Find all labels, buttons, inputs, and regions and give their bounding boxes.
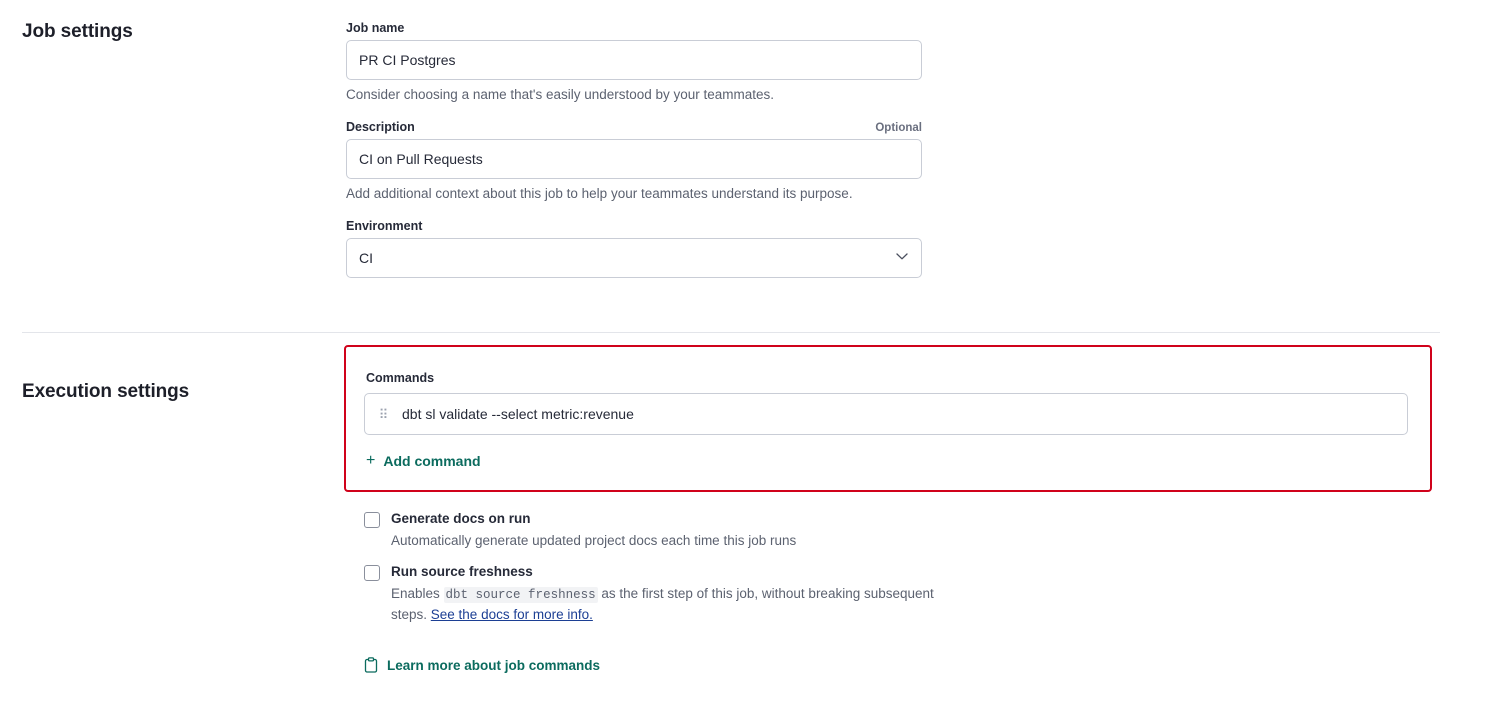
execution-checkbox-list xyxy=(346,510,1495,625)
environment-label-row xyxy=(346,219,922,233)
job-settings-heading: Job settings xyxy=(22,21,133,42)
run-source-freshness-content xyxy=(391,563,951,625)
learn-more-label: Learn more about job commands xyxy=(387,657,601,673)
generate-docs-on-run-checkbox[interactable] xyxy=(364,512,380,528)
job-settings-section xyxy=(0,0,1495,296)
job-name-label: Job name xyxy=(346,21,405,35)
plus-icon: + xyxy=(366,452,376,469)
generate-docs-on-run-label: Generate docs on run xyxy=(391,511,531,526)
job-name-label-row xyxy=(346,21,922,35)
job-name-helper: Consider choosing a name that's easily understood by your teammates. xyxy=(346,87,775,102)
clipboard-icon xyxy=(364,657,378,673)
commands-label: Commands xyxy=(366,371,435,385)
job-name-field xyxy=(346,21,922,102)
freshness-docs-link[interactable]: See the docs for more info. xyxy=(430,607,593,622)
description-optional-tag: Optional xyxy=(875,122,922,134)
freshness-desc-after: as the first step of this job, without breaking subsequent steps. xyxy=(391,586,934,622)
section-divider xyxy=(22,332,1440,333)
environment-field xyxy=(346,219,922,278)
generate-docs-on-run-row[interactable] xyxy=(364,510,1495,551)
learn-more-about-job-commands-link[interactable] xyxy=(364,657,600,673)
drag-handle-icon[interactable]: ⠿ xyxy=(378,406,388,422)
environment-select[interactable] xyxy=(346,238,922,278)
execution-settings-heading: Execution settings xyxy=(22,381,190,402)
add-command-label: Add command xyxy=(383,453,481,469)
job-settings-fields xyxy=(346,21,1495,296)
commands-highlight-box xyxy=(344,345,1432,492)
run-source-freshness-row[interactable] xyxy=(364,563,1495,625)
description-helper: Add additional context about this job to help your teammates understand its purpose. xyxy=(346,186,853,201)
freshness-desc-code: dbt source freshness xyxy=(445,588,596,602)
description-label: Description xyxy=(346,120,415,134)
add-command-button[interactable] xyxy=(366,453,481,469)
description-field xyxy=(346,120,922,201)
freshness-desc-before: Enables xyxy=(391,586,444,601)
generate-docs-on-run-content xyxy=(391,510,796,551)
command-row[interactable] xyxy=(364,393,1408,435)
run-source-freshness-description xyxy=(391,584,951,625)
job-name-input[interactable] xyxy=(346,40,922,80)
run-source-freshness-checkbox[interactable] xyxy=(364,565,380,581)
description-label-row xyxy=(346,120,922,134)
command-text[interactable]: dbt sl validate --select metric:revenue xyxy=(402,406,634,422)
execution-settings-body xyxy=(346,345,1495,678)
environment-label: Environment xyxy=(346,219,423,233)
description-input[interactable] xyxy=(346,139,922,179)
execution-settings-section xyxy=(0,345,1495,678)
run-source-freshness-label: Run source freshness xyxy=(391,564,533,579)
generate-docs-on-run-description: Automatically generate updated project docs each time this job runs xyxy=(391,533,797,548)
environment-select-wrap xyxy=(346,238,922,278)
